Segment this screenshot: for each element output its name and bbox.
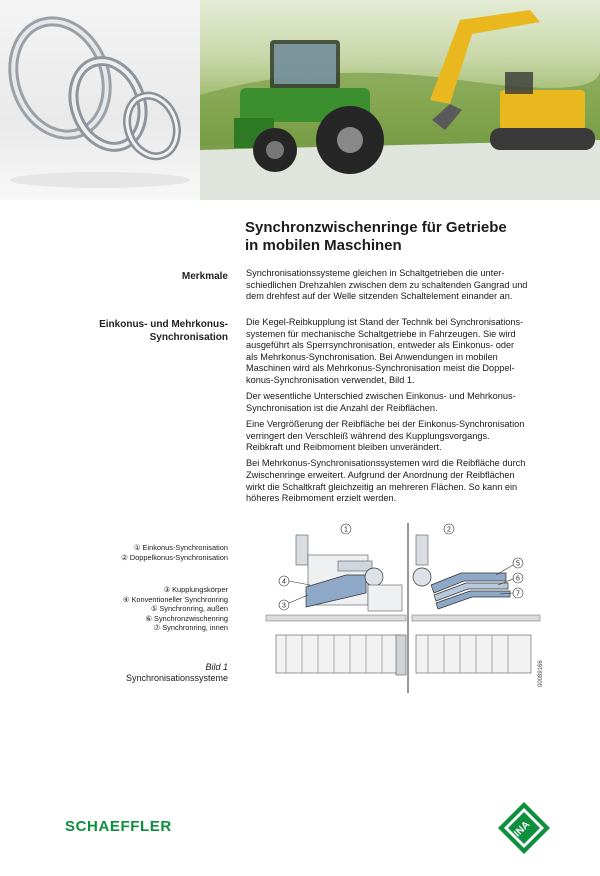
page-title-line: in mobilen Maschinen — [245, 237, 402, 254]
section-heading-line: Synchronisation — [149, 332, 228, 343]
section-body-merkmale — [246, 268, 552, 307]
figure-code: 00089166 — [538, 660, 544, 687]
callout-label: 1 — [344, 526, 348, 534]
text-line: wirkt die Schaltkraft gleichzeitig an mehreren Flächen. So kann ein — [246, 481, 518, 492]
callout-label: 2 — [447, 526, 451, 534]
text-line: höheres Reibmoment erzielt werden. — [246, 493, 397, 504]
callout-label: 3 — [282, 602, 286, 610]
text-line: dem drehfest auf der Welle sitzenden Schaltelement einander an. — [246, 291, 513, 302]
section-heading-merkmale — [182, 271, 228, 282]
synchronizer-rings-photo — [0, 0, 200, 200]
legend-item: ① Einkonus-Synchronisation — [133, 543, 228, 552]
text-line: als Mehrkonus-Synchronisation. Bei Anwendungen in mobilen — [246, 351, 498, 362]
legend-item: ⑦ Synchronring, innen — [153, 623, 228, 632]
synchronization-cross-section-figure — [246, 515, 551, 699]
text-line: konus-Synchronisation verwendet, Bild 1. — [246, 374, 415, 385]
text-line: Bei Mehrkonus-Synchronisationssystemen wird die Reibfläche durch — [246, 458, 526, 469]
callout-label: 4 — [282, 578, 286, 586]
paragraph — [246, 458, 552, 504]
text-line: Der wesentliche Unterschied zwischen Einkonus- und Mehrkonus- — [246, 391, 516, 402]
section-body-synchronisation — [246, 317, 552, 509]
text-line: Synchronisation ist die Anzahl der Reibflächen. — [246, 402, 438, 413]
text-line: schiedlichen Drehzahlen zwischen dem zu schaltenden Gangrad und — [246, 279, 528, 290]
text-line: Die Kegel-Reibkupplung ist Stand der Technik bei Synchronisations- — [246, 317, 524, 327]
page-title-line: Synchronzwischenringe für Getriebe — [245, 219, 507, 236]
text-line: Maschinen wird als Mehrkonus-Synchronisation meist die Doppel- — [246, 363, 515, 374]
paragraph — [246, 317, 552, 387]
section-heading-synchronisation — [99, 318, 228, 344]
ina-logo-text: INA — [512, 819, 533, 840]
figure-legend-parts — [123, 585, 228, 633]
text-line: verringert den Verschleiß während des Kupplungsvorgangs. — [246, 430, 490, 441]
tractor-and-excavator-photo — [200, 0, 600, 200]
legend-item: ⑥ Synchronzwischenring — [145, 613, 228, 623]
callout-label: 6 — [516, 575, 520, 583]
text-line: ausgeführt als Sperrsynchronisation, entweder als Einkonus- oder — [246, 340, 515, 351]
section-heading-line: Merkmale — [181, 271, 228, 282]
figure-caption — [126, 662, 228, 684]
callout-label: 7 — [516, 590, 520, 598]
text-line: Synchronisationssysteme gleichen in Schaltgetrieben die unter- — [246, 268, 505, 278]
schaeffler-logo: SCHAEFFLER — [65, 818, 172, 835]
text-line: Zwischenringe erweitert. Aufgrund der Anordnung der Reibflächen — [246, 469, 515, 480]
section-heading-line: Einkonus- und Mehrkonus- — [99, 319, 228, 330]
text-line: Eine Vergrößerung der Reibfläche bei der Einkonus-Synchronisation — [246, 418, 525, 429]
legend-item: ⑤ Synchronring, außen — [150, 604, 228, 613]
paragraph — [246, 268, 552, 303]
legend-item: ④ Konventioneller Synchronring — [122, 594, 228, 604]
paragraph — [246, 391, 552, 414]
figure-legend-systems — [121, 543, 228, 562]
text-line: Reibkraft und Reibmoment bleiben unverändert. — [246, 442, 442, 453]
page-title — [245, 219, 575, 255]
legend-item: ③ Kupplungskörper — [163, 585, 228, 594]
text-line: systemen für mechanische Schaltgetriebe in Fahrzeugen. Sie wird — [246, 328, 516, 339]
paragraph — [246, 419, 552, 454]
ina-logo — [496, 800, 552, 856]
figure-caption-text: Synchronisationssysteme — [125, 673, 228, 683]
callout-label: 5 — [516, 560, 520, 568]
figure-label: Bild 1 — [205, 662, 228, 672]
legend-item: ② Doppelkonus-Synchronisation — [121, 552, 228, 562]
